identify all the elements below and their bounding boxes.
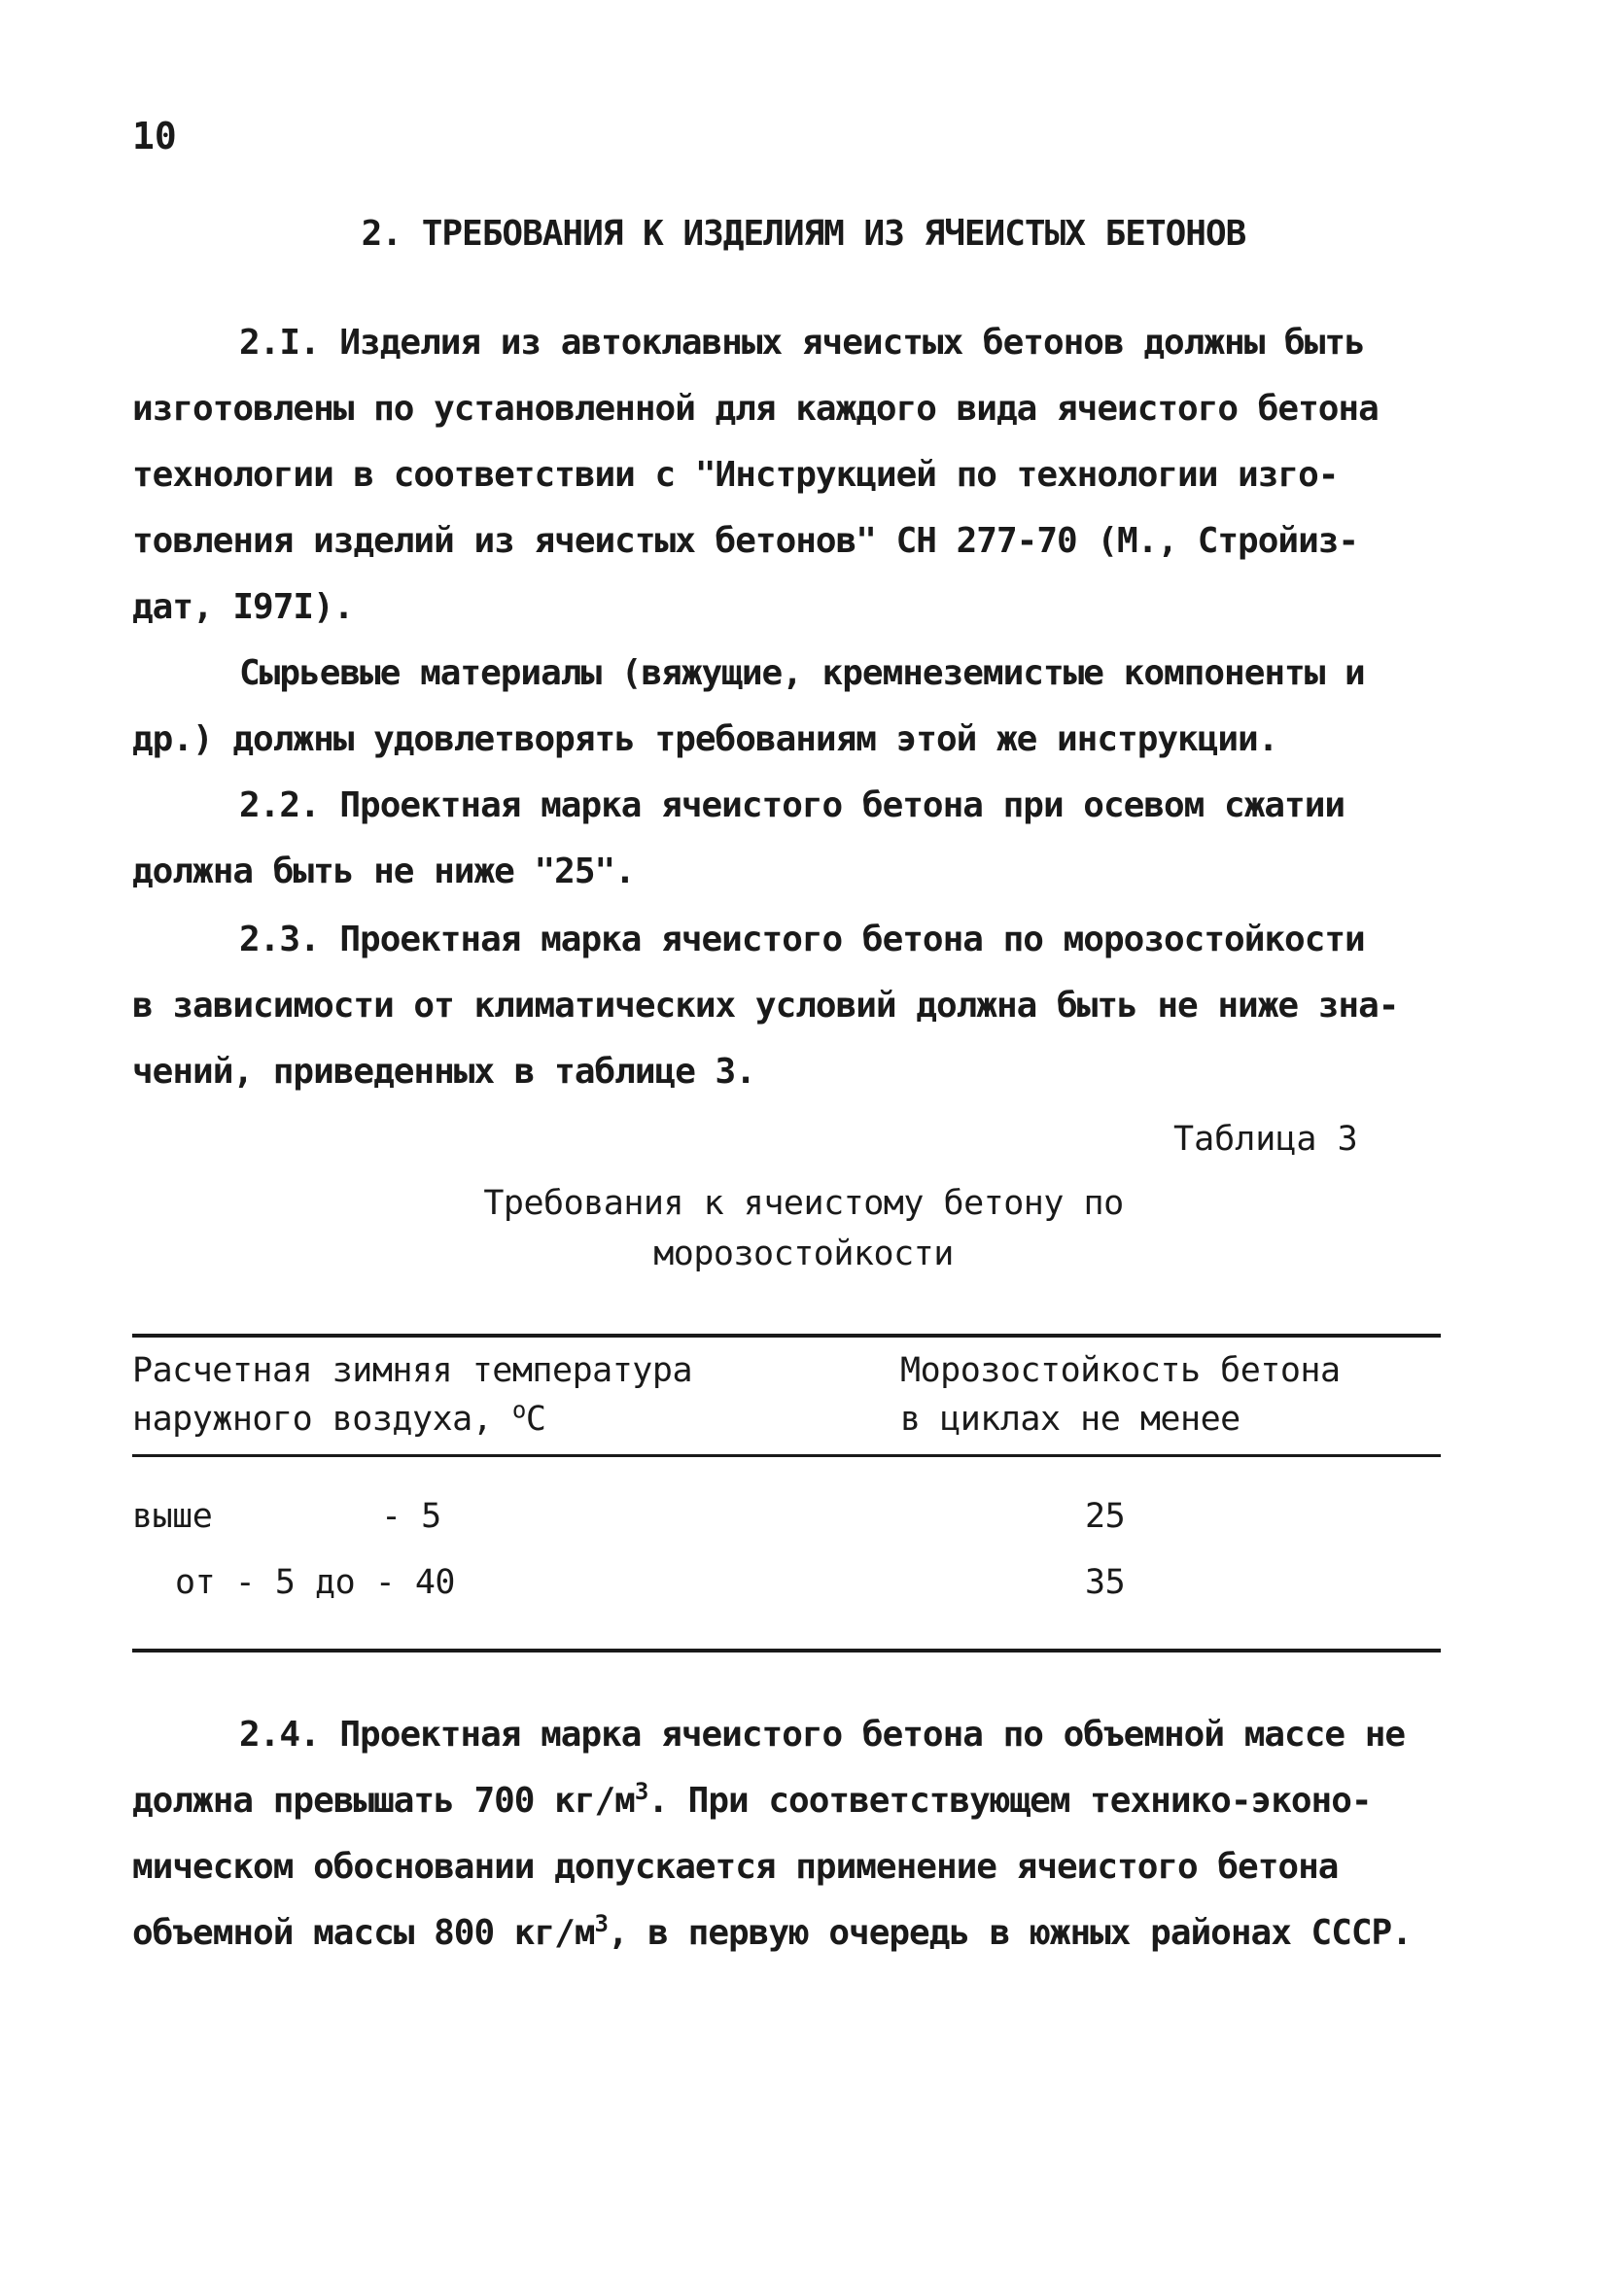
text-line: др.) должны удовлетворять требованиям этой же инструкции. [132, 719, 1278, 759]
table-caption-line-2: морозостойкости [653, 1235, 954, 1273]
text-line: Сырьевые материалы (вяжущие, кремнеземистые компоненты и [239, 653, 1365, 693]
text-line: мическом обосновании допускается применение ячеистого бетона [132, 1847, 1339, 1887]
section-title: 2. ТРЕБОВАНИЯ К ИЗДЕЛИЯМ ИЗ ЯЧЕИСТЫХ БЕТОНОВ [361, 214, 1246, 254]
text-span: должна превышать 700 кг/м [132, 1781, 635, 1821]
text-span: объемной массы 800 кг/м [132, 1913, 595, 1953]
text-line: товления изделий из ячеистых бетонов" СН 277-70 (М., Стройиз- [132, 521, 1359, 561]
row-2-temperature-range: от - 5 до - 40 [175, 1563, 456, 1602]
table-header-rule [132, 1454, 1441, 1457]
text-line: в зависимости от климатических условий должна быть не ниже зна- [132, 986, 1399, 1026]
table-caption-line-1: Требования к ячеистому бетону по [483, 1184, 1124, 1223]
celsius-unit: C [525, 1400, 546, 1439]
text-line: 2.3. Проектная марка ячеистого бетона по морозостойкости [239, 920, 1365, 959]
table-bottom-rule [132, 1649, 1441, 1652]
text-line: технологии в соответствии с "Инструкцией по технологии изго- [132, 455, 1339, 495]
text-span: . При соответствующем технико-эконо- [647, 1781, 1372, 1821]
row-1-frost-value: 25 [1085, 1497, 1126, 1536]
header-temperature-line-2 [132, 1396, 546, 1439]
superscript: 3 [594, 1910, 608, 1937]
row-2-frost-value: 35 [1085, 1563, 1126, 1602]
text-line [132, 1910, 1412, 1953]
table-top-rule [132, 1334, 1441, 1338]
row-1-temperature-prefix: выше [132, 1497, 213, 1536]
degree-sign: o [511, 1396, 526, 1424]
header-frost-line-1: Морозостойкость бетона [900, 1351, 1341, 1390]
text-span: , в первую очередь в южных районах СССР. [607, 1913, 1412, 1953]
text-line: 2.2. Проектная марка ячеистого бетона при осевом сжатии [239, 785, 1345, 825]
header-temperature-text: наружного воздуха, [132, 1400, 493, 1439]
text-line: 2.4. Проектная марка ячеистого бетона по объемной массе не [239, 1715, 1406, 1755]
row-1-temperature-value: - 5 [381, 1497, 441, 1536]
header-temperature-line-1: Расчетная зимняя температура [132, 1351, 693, 1390]
table-label: Таблица 3 [1173, 1120, 1358, 1159]
header-frost-line-2: в циклах не менее [900, 1400, 1240, 1439]
text-line: дат, I97I). [132, 587, 354, 627]
page-number: 10 [132, 115, 177, 157]
text-line [132, 1778, 1372, 1821]
text-line: чений, приведенных в таблице 3. [132, 1052, 755, 1092]
text-line: изготовлены по установленной для каждого вида ячеистого бетона [132, 389, 1379, 429]
text-line: 2.I. Изделия из автоклавных ячеистых бетонов должны быть [239, 323, 1365, 363]
text-line: должна быть не ниже "25". [132, 852, 635, 891]
superscript: 3 [634, 1778, 648, 1805]
